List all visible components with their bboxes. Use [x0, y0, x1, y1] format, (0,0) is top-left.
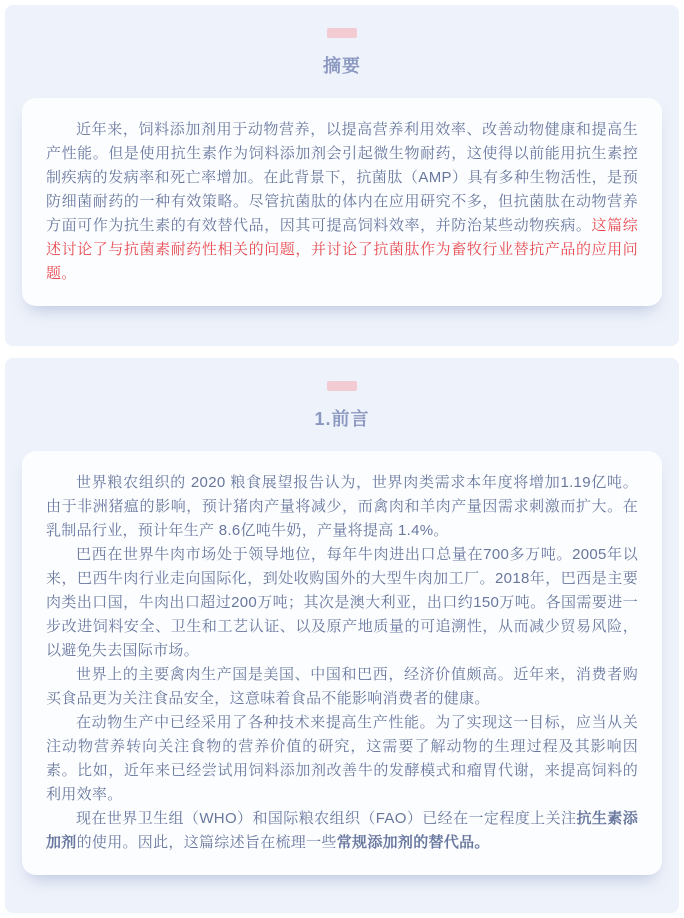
text-run-normal: 现在世界卫生组（WHO）和国际粮农组织（FAO）已经在一定程度上关注 [76, 810, 577, 827]
paragraph [46, 471, 638, 543]
paragraph [46, 543, 638, 663]
section-introduction [5, 358, 679, 913]
text-run-normal: 巴西在世界牛肉市场处于领导地位，每年牛肉进出口总量在700多万吨。2005年以来，巴西牛肉行业走向国际化，到处收购国外的大型牛肉加工厂。2018年，巴西是主要肉类出口国，牛肉出口超过200万吨；其次是澳大利亚，出口约150万吨。各国需要进一步改进饲料安全、卫生和工艺认证、以及原产地质量的可追溯性，从而减少贸易风险，以避免失去国际市场。 [46, 546, 638, 659]
section-title: 摘要 [323, 56, 361, 76]
section-accent-dash [327, 381, 357, 391]
paragraph [46, 118, 638, 286]
section-abstract [5, 5, 679, 346]
text-run-normal: 世界上的主要禽肉生产国是美国、中国和巴西，经济价值颇高。近年来，消费者购买食品更为关注食品安全，这意味着食品不能影响消费者的健康。 [46, 666, 638, 707]
text-run-normal: 近年来，饲料添加剂用于动物营养，以提高营养利用效率、改善动物健康和提高生产性能。但是使用抗生素作为饲料添加剂会引起微生物耐药，这使得以前能用抗生素控制疾病的发病率和死亡率增加。在此背景下，抗菌肽（AMP）具有多种生物活性，是预防细菌耐药的一种有效策略。尽管抗菌肽的体内在应用研究不多，但抗菌肽在动物营养方面可作为抗生素的有效替代品，因其可提高饲料效率，并防治某些动物疾病。 [46, 121, 638, 234]
text-run-red: 这篇综述讨论了与抗菌素耐药性相关的问题，并讨论了抗菌肽作为畜牧行业替抗产品的应用问题。 [46, 217, 638, 282]
paragraph [46, 663, 638, 711]
paragraph [46, 711, 638, 807]
section-title: 1.前言 [314, 409, 370, 429]
text-run-normal: 的使用。因此，这篇综述旨在梳理一些 [76, 834, 337, 851]
introduction-card [22, 451, 662, 875]
abstract-card [22, 98, 662, 306]
text-run-normal: 在动物生产中已经采用了各种技术来提高生产性能。为了实现这一目标，应当从关注动物营养转向关注食物的营养价值的研究，这需要了解动物的生理过程及其影响因素。比如，近年来已经尝试用饲料添加剂改善牛的发酵模式和瘤胃代谢，来提高饲料的利用效率。 [46, 714, 638, 803]
text-run-normal: 世界粮农组织的 2020 粮食展望报告认为，世界肉类需求本年度将增加1.19亿吨。由于非洲猪瘟的影响，预计猪肉产量将减少，而禽肉和羊肉产量因需求刺激而扩大。在乳制品行业，预计年生产 8.6亿吨牛奶，产量将提高 1.4%。 [46, 474, 638, 539]
paragraph [46, 807, 638, 855]
text-run-bold: 抗生素添加剂 [46, 810, 638, 851]
text-run-bold: 常规添加剂的替代品。 [336, 834, 490, 851]
section-accent-dash [327, 28, 357, 38]
